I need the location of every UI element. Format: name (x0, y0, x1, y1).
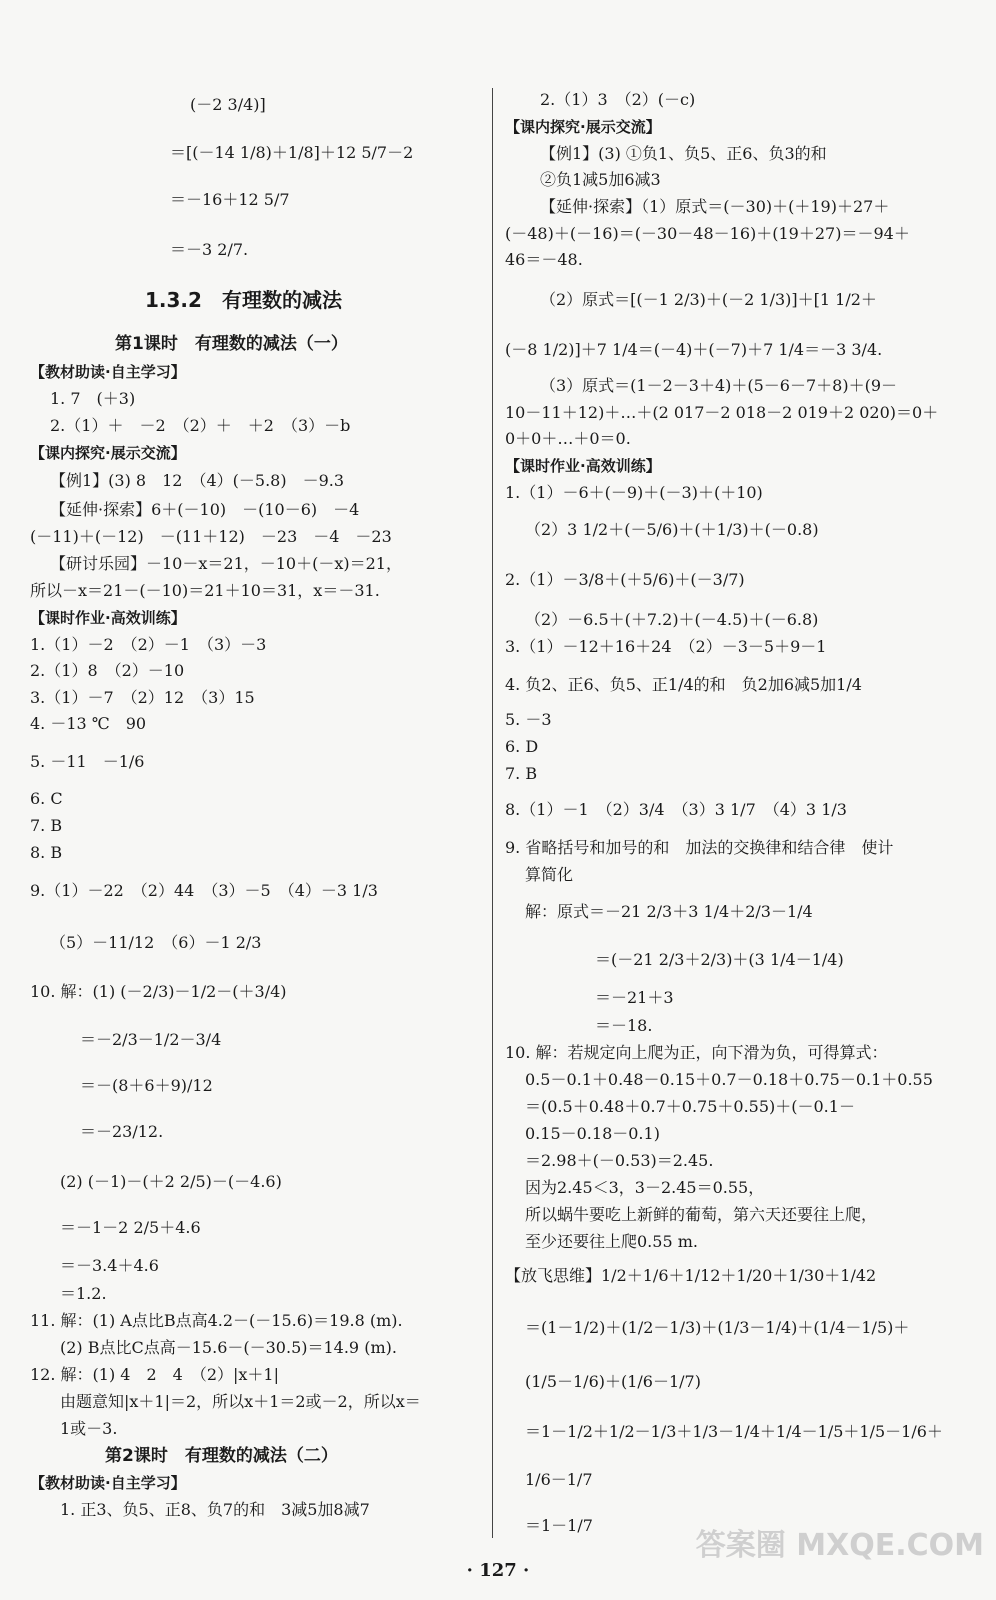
section-heading: 【课时作业·高效训练】 (505, 457, 661, 475)
text-line: 所以蜗牛要吃上新鲜的葡萄，第六天还要往上爬， (525, 1205, 878, 1224)
text-line: 6. C (30, 789, 63, 808)
text-line: ＝－2/3－1/2－3/4 (80, 1030, 222, 1049)
text-line: 12. 解：(1) 4 2 4 （2）|x＋1| (30, 1365, 279, 1384)
text-line: ＝(－21 2/3＋2/3)＋(3 1/4－1/4) (595, 950, 844, 969)
text-line: 2.（1）－3/8＋(＋5/6)＋(－3/7) (505, 570, 745, 589)
text-line: 8. B (30, 843, 63, 862)
text-line: 1/6－1/7 (525, 1470, 593, 1489)
text-line: 1. 正3、负5、正8、负7的和 3减5加8减7 (60, 1500, 370, 1519)
column-divider (492, 88, 493, 1538)
text-line: (－48)＋(－16)＝(－30－48－16)＋(19＋27)＝－94＋ (505, 224, 910, 243)
text-line: 1. 7 (＋3) (50, 389, 136, 408)
text-line: 8.（1）－1 （2）3/4 （3）3 1/7 （4）3 1/3 (505, 800, 847, 819)
text-line: 1.（1）－6＋(－9)＋(－3)＋(＋10) (505, 483, 763, 502)
text-line: 1或－3. (60, 1419, 118, 1438)
text-line: ＝1.2. (60, 1284, 107, 1303)
text-line: 【延伸·探索】6＋(－10) －(10－6) －4 (50, 500, 360, 519)
text-line: 2.（1）8 （2）－10 (30, 661, 185, 680)
text-line: ＝2.98＋(－0.53)＝2.45. (525, 1151, 714, 1170)
text-line: 3.（1）－12＋16＋24 （2）－3－5＋9－1 (505, 637, 827, 656)
text-line: 7. B (30, 816, 63, 835)
section-heading: 【课内探究·展示交流】 (505, 118, 661, 136)
text-line: (2) (－1)－(＋2 2/5)－(－4.6) (60, 1172, 282, 1191)
text-line: （5）－11/12 （6）－1 2/3 (50, 933, 262, 952)
text-line: ＝－1－2 2/5＋4.6 (60, 1218, 201, 1237)
text-line: 算简化 (525, 865, 574, 884)
text-line: 0＋0＋…＋0＝0. (505, 429, 631, 448)
page-number: · 127 · (466, 1560, 530, 1581)
text-line: 10. 解：(1) (－2/3)－1/2－(＋3/4) (30, 982, 287, 1001)
text-line: 9. 省略括号和加号的和 加法的交换律和结合律 使计 (505, 838, 894, 857)
text-line: 10. 解：若规定向上爬为正，向下滑为负，可得算式： (505, 1043, 888, 1062)
text-line: ＝1－1/7 (525, 1516, 593, 1535)
watermark-logo: 答案圈 MXQE.COM (695, 1528, 984, 1563)
text-line: ②负1减5加6减3 (540, 170, 661, 189)
text-line: 5. －3 (505, 710, 552, 729)
text-line: ＝－18. (595, 1016, 653, 1035)
text-line: 6. D (505, 737, 539, 756)
section-heading: 【课时作业·高效训练】 (30, 609, 186, 627)
text-line: (－11)＋(－12) －(11＋12) －23 －4 －23 (30, 527, 392, 546)
text-line: 0.15－0.18－0.1) (525, 1124, 660, 1143)
text-line: 4. 负2、正6、负5、正1/4的和 负2加6减5加1/4 (505, 675, 862, 694)
section-title: 1.3.2 有理数的减法 (145, 288, 342, 312)
text-line: 1.（1）－2 （2）－1 （3）－3 (30, 635, 267, 654)
text-line: 【研讨乐园】－10－x＝21，－10＋(－x)＝21， (50, 554, 402, 573)
text-line: 【例1】(3) ①负1、负5、正6、负3的和 (540, 144, 827, 163)
text-line: 2.（1）＋ －2 （2）＋ ＋2 （3）－b (50, 416, 351, 435)
text-line: （2）3 1/2＋(－5/6)＋(＋1/3)＋(－0.8) (525, 520, 819, 539)
text-line: ＝－21＋3 (595, 988, 674, 1007)
text-line: ＝－16＋12 5/7 (170, 190, 290, 209)
text-line: 11. 解：(1) A点比B点高4.2－(－15.6)＝19.8 (m). (30, 1311, 403, 1330)
text-line: 所以－x＝21－(－10)＝21＋10＝31，x＝－31. (30, 581, 380, 600)
text-line: ＝[(－14 1/8)＋1/8]＋12 5/7－2 (170, 143, 414, 162)
text-line: ＝－(8＋6＋9)/12 (80, 1076, 213, 1095)
text-line: 【例1】(3) 8 12 （4）(－5.8) －9.3 (50, 471, 345, 490)
text-line: 【延伸·探索】（1）原式＝(－30)＋(＋19)＋27＋ (540, 197, 890, 216)
text-line: 2.（1）3 （2）(－c) (540, 90, 696, 109)
section-heading: 【课内探究·展示交流】 (30, 444, 186, 462)
text-line: 5. －11 －1/6 (30, 752, 145, 771)
text-line: 因为2.45＜3，3－2.45＝0.55， (525, 1178, 765, 1197)
text-line: 9.（1）－22 （2）44 （3）－5 （4）－3 1/3 (30, 881, 378, 900)
lesson-title: 第2课时 有理数的减法（二） (105, 1446, 338, 1466)
text-line: 至少还要往上爬0.55 m. (525, 1232, 698, 1251)
text-line: 【放飞思维】1/2＋1/6＋1/12＋1/20＋1/30＋1/42 (505, 1266, 877, 1285)
text-line: (－8 1/2)]＋7 1/4＝(－4)＋(－7)＋7 1/4＝－3 3/4. (505, 340, 883, 359)
text-line: 0.5－0.1＋0.48－0.15＋0.7－0.18＋0.75－0.1＋0.55 (525, 1070, 933, 1089)
text-line: （2）原式＝[(－1 2/3)＋(－2 1/3)]＋[1 1/2＋ (540, 290, 877, 309)
text-line: （2）－6.5＋(＋7.2)＋(－4.5)＋(－6.8) (525, 610, 819, 629)
text-line: 解：原式＝－21 2/3＋3 1/4＋2/3－1/4 (525, 902, 813, 921)
section-heading: 【教材助读·自主学习】 (30, 1474, 186, 1492)
text-line: ＝－23/12. (80, 1122, 164, 1141)
text-line: (－2 3/4)] (190, 95, 266, 114)
text-line: 由题意知|x＋1|＝2，所以x＋1＝2或－2，所以x＝ (60, 1392, 421, 1411)
lesson-title: 第1课时 有理数的减法（一） (115, 334, 348, 354)
text-line: 4. －13 ℃ 90 (30, 714, 147, 733)
text-line: ＝－3.4＋4.6 (60, 1256, 159, 1275)
text-line: 7. B (505, 764, 538, 783)
text-line: 10－11＋12)＋…＋(2 017－2 018－2 019＋2 020)＝0＋ (505, 403, 939, 422)
text-line: ＝(0.5＋0.48＋0.7＋0.75＋0.55)＋(－0.1－ (525, 1097, 855, 1116)
section-heading: 【教材助读·自主学习】 (30, 363, 186, 381)
text-line: （3）原式＝(1－2－3＋4)＋(5－6－7＋8)＋(9－ (540, 376, 898, 395)
text-line: ＝－3 2/7. (170, 240, 249, 259)
text-line: (2) B点比C点高－15.6－(－30.5)＝14.9 (m). (60, 1338, 397, 1357)
text-line: 3.（1）－7 （2）12 （3）15 (30, 688, 255, 707)
text-line: ＝(1－1/2)＋(1/2－1/3)＋(1/3－1/4)＋(1/4－1/5)＋ (525, 1318, 910, 1337)
text-line: (1/5－1/6)＋(1/6－1/7) (525, 1372, 701, 1391)
text-line: ＝1－1/2＋1/2－1/3＋1/3－1/4＋1/4－1/5＋1/5－1/6＋ (525, 1422, 943, 1441)
text-line: 46＝－48. (505, 250, 583, 269)
